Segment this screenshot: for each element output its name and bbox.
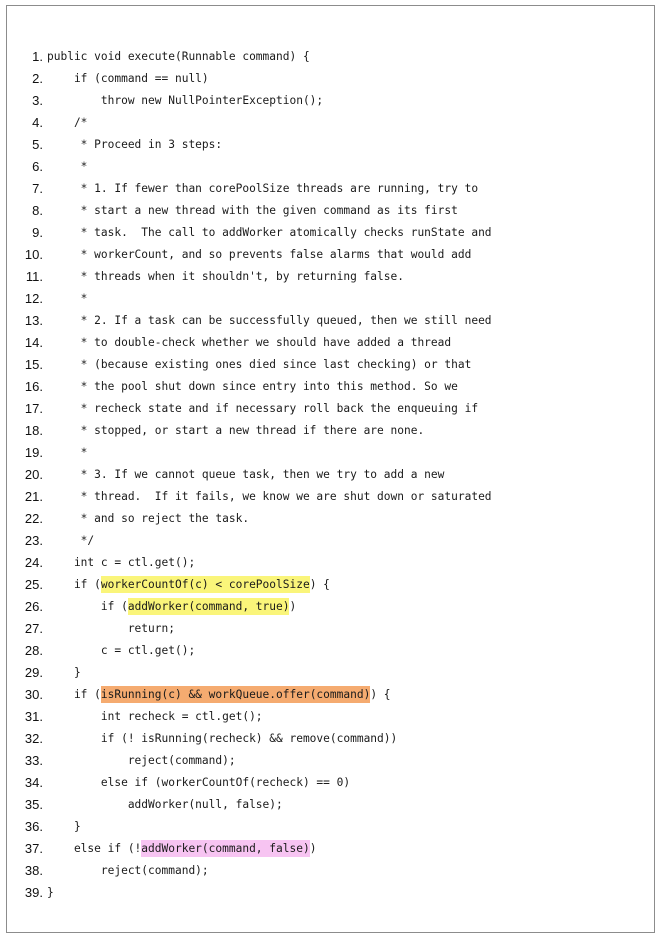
code-line (7, 508, 654, 530)
code-line (7, 750, 654, 772)
line-code: public void execute(Runnable command) { (47, 50, 310, 63)
code-line (7, 728, 654, 750)
code-segment: ) (289, 600, 297, 613)
code-line (7, 816, 654, 838)
line-number: 12. (24, 291, 43, 306)
line-number: 38. (24, 863, 43, 878)
line-code: } (47, 820, 81, 833)
line-code: if (! isRunning(recheck) && remove(command)) (47, 732, 398, 745)
line-code: * 3. If we cannot queue task, then we try to add a new (47, 468, 445, 481)
line-number: 7. (32, 181, 43, 196)
line-number: 29. (24, 665, 43, 680)
line-number: 16. (24, 379, 43, 394)
code-line (7, 860, 654, 882)
line-number: 33. (24, 753, 43, 768)
line-number: 5. (32, 137, 43, 152)
line-code: c = ctl.get(); (47, 644, 196, 657)
code-line (7, 244, 654, 266)
code-segment: else if (! (47, 842, 142, 855)
line-code: return; (47, 622, 175, 635)
line-code: } (47, 666, 81, 679)
line-number: 26. (24, 599, 43, 614)
line-number: 30. (24, 687, 43, 702)
line-code: * recheck state and if necessary roll back the enqueuing if (47, 402, 479, 415)
line-number: 3. (32, 93, 43, 108)
code-line (7, 178, 654, 200)
line-code: * threads when it shouldn't, by returning false. (47, 270, 404, 283)
line-number: 4. (32, 115, 43, 130)
code-line (7, 200, 654, 222)
code-line (7, 112, 654, 134)
line-code: * (47, 292, 88, 305)
line-number: 10. (24, 247, 43, 262)
code-line (7, 530, 654, 552)
line-code: */ (47, 534, 95, 547)
line-number: 27. (24, 621, 43, 636)
code-segment: ) { (309, 578, 330, 591)
line-code: else if (workerCountOf(recheck) == 0) (47, 776, 351, 789)
code-line (7, 420, 654, 442)
code-line (7, 552, 654, 574)
code-line (7, 398, 654, 420)
line-code: reject(command); (47, 864, 209, 877)
line-code: if (command == null) (47, 72, 209, 85)
line-code: * thread. If it fails, we know we are shut down or saturated (47, 490, 492, 503)
code-line (7, 794, 654, 816)
code-line (7, 838, 654, 860)
code-line (7, 222, 654, 244)
line-code: * workerCount, and so prevents false alarms that would add (47, 248, 472, 261)
line-number: 1. (32, 49, 43, 64)
code-line (7, 882, 654, 904)
line-code: * Proceed in 3 steps: (47, 138, 223, 151)
line-number: 17. (24, 401, 43, 416)
highlighted-expression: addWorker(command, false) (141, 842, 310, 855)
code-block (7, 46, 654, 904)
line-number: 2. (32, 71, 43, 86)
line-code: * start a new thread with the given command as its first (47, 204, 458, 217)
line-code: * (because existing ones died since last checking) or that (47, 358, 472, 371)
line-code (47, 684, 391, 706)
code-line (7, 354, 654, 376)
code-line (7, 288, 654, 310)
code-line (7, 134, 654, 156)
line-number: 9. (32, 225, 43, 240)
code-segment: if ( (47, 688, 101, 701)
code-line (7, 68, 654, 90)
line-number: 8. (32, 203, 43, 218)
line-code: * the pool shut down since entry into this method. So we (47, 380, 458, 393)
line-number: 23. (24, 533, 43, 548)
code-line (7, 46, 654, 68)
line-number: 22. (24, 511, 43, 526)
line-number: 37. (24, 841, 43, 856)
code-segment: ) (309, 842, 317, 855)
line-code: * (47, 160, 88, 173)
line-code: * 2. If a task can be successfully queued, then we still need (47, 314, 492, 327)
code-listing-frame (6, 5, 655, 933)
line-code: * 1. If fewer than corePoolSize threads are running, try to (47, 182, 479, 195)
line-number: 36. (24, 819, 43, 834)
code-line (7, 310, 654, 332)
line-number: 13. (24, 313, 43, 328)
code-line (7, 618, 654, 640)
line-number: 32. (24, 731, 43, 746)
code-line (7, 486, 654, 508)
line-code (47, 838, 316, 860)
line-number: 34. (24, 775, 43, 790)
line-code: } (47, 886, 54, 899)
code-segment: ) { (370, 688, 391, 701)
line-number: 6. (32, 159, 43, 174)
code-line (7, 662, 654, 684)
code-line (7, 706, 654, 728)
highlighted-expression: workerCountOf(c) < corePoolSize (100, 578, 310, 591)
line-code: throw new NullPointerException(); (47, 94, 324, 107)
code-line (7, 464, 654, 486)
line-number: 18. (24, 423, 43, 438)
line-number: 28. (24, 643, 43, 658)
code-line (7, 156, 654, 178)
line-code: int recheck = ctl.get(); (47, 710, 263, 723)
line-code: * (47, 446, 88, 459)
highlighted-expression: isRunning(c) && workQueue.offer(command) (100, 688, 371, 701)
line-number: 24. (24, 555, 43, 570)
code-line (7, 640, 654, 662)
highlighted-expression: addWorker(command, true) (127, 600, 290, 613)
line-number: 15. (24, 357, 43, 372)
code-line (7, 574, 654, 596)
line-number: 14. (24, 335, 43, 350)
line-number: 39. (24, 885, 43, 900)
line-number: 21. (24, 489, 43, 504)
line-number: 20. (24, 467, 43, 482)
line-code: int c = ctl.get(); (47, 556, 196, 569)
code-line (7, 772, 654, 794)
line-code (47, 574, 330, 596)
line-number: 11. (25, 269, 43, 284)
code-line (7, 442, 654, 464)
code-line (7, 266, 654, 288)
line-number: 35. (24, 797, 43, 812)
line-number: 31. (24, 709, 43, 724)
line-number: 19. (24, 445, 43, 460)
line-code: * to double-check whether we should have added a thread (47, 336, 452, 349)
line-code: * task. The call to addWorker atomically checks runState and (47, 226, 492, 239)
code-line (7, 332, 654, 354)
line-code: * stopped, or start a new thread if there are none. (47, 424, 425, 437)
code-segment: if ( (47, 578, 101, 591)
line-code: addWorker(null, false); (47, 798, 283, 811)
line-code: reject(command); (47, 754, 236, 767)
line-number: 25. (24, 577, 43, 592)
code-line (7, 376, 654, 398)
code-line (7, 90, 654, 112)
code-line (7, 684, 654, 706)
code-line (7, 596, 654, 618)
code-segment: if ( (47, 600, 128, 613)
line-code: * and so reject the task. (47, 512, 250, 525)
line-code (47, 596, 296, 618)
line-code: /* (47, 116, 88, 129)
